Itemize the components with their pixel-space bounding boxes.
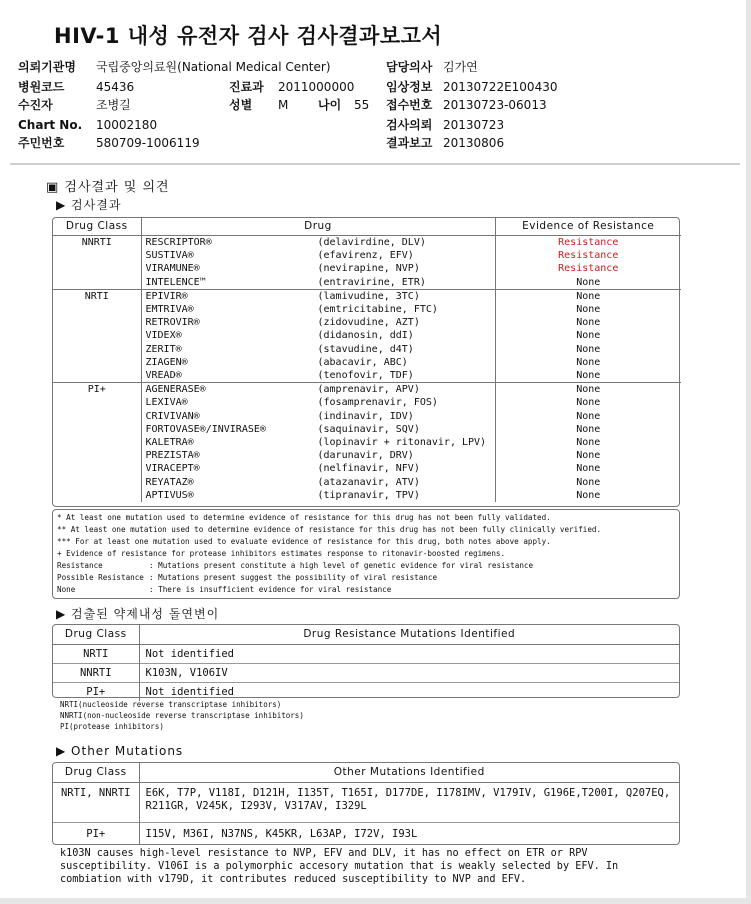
drug-row [53,343,681,356]
evidence-cell: None [576,370,601,382]
mutation-cell: Not identified [139,645,679,664]
doctor-label: 담당의사 [386,60,433,74]
drug-brand-name: EMTRIVA® [145,304,194,316]
note-line: * At least one mutation used to determine evidence of resistance for this drug has not been fully validated. [57,513,551,522]
col-header-drug: Drug [141,218,495,236]
mutation-cell: K103N, V106IV [139,664,679,683]
drug-generic-name: (darunavir, DRV) [317,450,414,462]
drug-row [53,329,681,342]
report-date-label: 결과보고 [386,136,433,150]
evidence-cell: None [576,317,601,329]
drug-cell [141,423,495,436]
notes-box [52,509,680,599]
drug-cell [141,436,495,449]
definition-term: None [57,585,76,594]
drug-generic-name: (delavirdine, DLV) [317,237,426,248]
drug-generic-name: (amprenavir, APV) [317,384,420,396]
drug-cell [141,289,495,303]
abbreviation-line: NRTI(nucleoside reverse transcriptase inhibitors) [60,700,282,709]
institution-label: 의뢰기관명 [18,60,76,74]
sex-value: M [278,98,289,112]
drug-cell [141,476,495,489]
chart-label: Chart No. [18,118,83,132]
evidence-cell: None [576,463,601,475]
drug-class-cell [53,369,141,383]
drug-generic-name: (lamivudine, 3TC) [317,290,420,302]
drug-row [53,316,681,329]
drug-class-cell [53,476,141,489]
drug-cell [141,462,495,475]
drug-brand-name: ZIAGEN® [145,356,188,368]
drug-row [53,289,681,303]
evidence-cell: None [576,450,601,462]
evidence-cell: None [495,383,681,397]
drug-class-cell: PI+ [53,383,141,397]
drug-row [53,436,681,449]
evidence-cell: Resistance [558,237,619,248]
mutation-cell: I15V, M36I, N37NS, K45KR, L63AP, I72V, I93L [139,823,679,846]
col-header-drug-class: Drug Class [53,763,139,783]
drug-class-cell [53,249,141,262]
drug-brand-name: RESCRIPTOR® [145,237,212,248]
drug-class-cell: NNRTI [53,664,139,683]
drug-class-cell [53,303,141,316]
drug-generic-name: (abacavir, ABC) [317,356,408,368]
receipt-label: 접수번호 [386,98,433,112]
drug-brand-name: ZERIT® [145,343,182,355]
patient-label: 수진자 [18,98,53,112]
drug-generic-name: (zidovudine, AZT) [317,317,420,329]
drug-row [53,410,681,423]
doctor-value: 김가연 [443,60,478,74]
col-header-evidence: Evidence of Resistance [495,218,681,236]
drug-row [53,423,681,436]
drug-cell [141,410,495,423]
other-mutations-table [52,762,680,845]
definition-text: : There is insufficient evidence for viral resistance [149,585,392,594]
drug-brand-name: FORTOVASE®/INVIRASE® [145,423,266,435]
drug-row [53,236,681,250]
drug-generic-name: (tipranavir, TPV) [317,489,420,501]
drug-generic-name: (lopinavir + ritonavir, LPV) [317,437,487,449]
drug-cell [141,276,495,290]
drug-row [53,276,681,290]
evidence-cell: None [576,489,601,501]
drug-cell [141,489,495,502]
drug-cell [141,396,495,409]
clinical-label: 임상정보 [386,80,433,94]
table-row [53,823,679,846]
drug-generic-name: (tenofovir, TDF) [317,370,414,382]
drug-cell [141,236,495,250]
drug-class-cell [53,436,141,449]
dept-value: 2011000000 [278,80,355,94]
drug-class-cell [53,356,141,369]
table-row [53,664,679,683]
definition-line [57,572,675,584]
evidence-cell: None [576,276,601,288]
evidence-cell: Resistance [558,250,619,262]
drug-brand-name: CRIVIVAN® [145,410,200,422]
table-row [53,783,679,823]
ssn-label: 주민번호 [18,136,65,150]
drug-row [53,356,681,369]
drug-brand-name: VIDEX® [145,330,182,342]
drug-generic-name: (saquinavir, SQV) [317,423,420,435]
drug-cell [141,329,495,342]
evidence-cell: Resistance [558,263,619,275]
drug-class-cell: NRTI [53,289,141,303]
drug-brand-name: SUSTIVA® [145,250,194,262]
col-header-drug-class: Drug Class [53,218,141,236]
drug-class-cell [53,396,141,409]
drug-brand-name: PREZISTA® [145,450,200,462]
drug-brand-name: RETROVIR® [145,317,200,329]
mutations-title: ▶ 검출된 약제내성 돌연변이 [56,607,220,621]
drug-class-cell [53,343,141,356]
drug-row [53,303,681,316]
interpretation-text: k103N causes high-level resistance to NVP, EFV and DLV, it has no effect on ETR or RPV susceptibility. V106I is a polymorphic accesory mutation that is weakly selected by EFV. In combiation with v179D, it contributes reduced susceptibility to NVP and EFV. [60,848,619,885]
hospital-code-label: 병원코드 [18,80,65,94]
drug-class-cell: NRTI [53,645,139,664]
drug-class-cell: NRTI, NNRTI [53,783,139,823]
drug-cell [141,383,495,397]
drug-brand-name: VIRACEPT® [145,463,200,475]
definition-term: Possible Resistance [57,573,144,582]
abbreviations [60,699,304,732]
drug-class-cell: NNRTI [53,236,141,250]
page-edge [0,898,751,904]
col-header-other-mutations: Other Mutations Identified [139,763,679,783]
drug-row [53,476,681,489]
definition-line [57,584,675,596]
mutation-cell: E6K, T7P, V118I, D121H, I135T, T165I, D177DE, I178IMV, V179IV, G196E,T200I, Q207EQ, R211GR, V245K, I293V, V317AV, I329L [145,787,671,812]
table-row [53,645,679,664]
drug-brand-name: VREAD® [145,370,182,382]
drug-class-cell: PI+ [53,683,139,702]
drug-class-cell [53,449,141,462]
drug-cell [141,356,495,369]
drug-cell [141,316,495,329]
drug-generic-name: (nelfinavir, NFV) [317,463,420,475]
drug-row [53,249,681,262]
evidence-cell: None [576,343,601,355]
drug-cell [141,262,495,275]
drug-row [53,383,681,397]
drug-class-cell [53,489,141,502]
results-title: ▶ 검사결과 [56,198,122,212]
drug-class-cell: PI+ [53,823,139,846]
drug-class-cell [53,276,141,290]
drug-class-cell [53,462,141,475]
drug-generic-name: (nevirapine, NVP) [317,263,420,275]
drug-brand-name: AGENERASE® [145,384,206,396]
note-line: ** At least one mutation used to determine evidence of resistance for this drug has not been fully clinically verified. [57,525,602,534]
request-label: 검사의뢰 [386,118,433,132]
abbreviation-line: PI(protease inhibitors) [60,722,164,731]
drug-generic-name: (stavudine, d4T) [317,343,414,355]
report-date-value: 20130806 [443,136,505,150]
evidence-cell: None [576,397,601,409]
drug-brand-name: EPIVIR® [145,290,188,302]
header-divider [10,163,740,165]
drug-generic-name: (entravirine, ETR) [317,276,426,288]
mutation-table [52,624,680,698]
age-value: 55 [354,98,370,112]
hospital-code-value: 45436 [96,80,135,94]
page-edge [746,0,751,904]
drug-brand-name: INTELENCE™ [145,276,206,288]
definition-term: Resistance [57,561,103,570]
ssn-value: 580709-1006119 [96,136,200,150]
patient-value: 조병길 [96,98,131,112]
drug-cell [141,303,495,316]
evidence-cell: None [576,437,601,449]
drug-cell [141,369,495,383]
drug-cell [141,249,495,262]
institution-value: 국립중앙의료원(National Medical Center) [96,60,331,74]
report-title: HIV-1 내성 유전자 검사 검사결과보고서 [54,24,443,48]
evidence-cell: None [576,330,601,342]
drug-generic-name: (emtricitabine, FTC) [317,304,438,316]
drug-row [53,462,681,475]
drug-brand-name: REYATAZ® [145,476,194,488]
drug-class-cell [53,262,141,275]
mutation-cell: Not identified [139,683,679,702]
chart-value: 10002180 [96,118,158,132]
drug-brand-name: VIRAMUNE® [145,263,200,275]
request-value: 20130723 [443,118,505,132]
evidence-cell: None [576,476,601,488]
drug-row [53,396,681,409]
drug-class-cell [53,316,141,329]
drug-generic-name: (indinavir, IDV) [317,410,414,422]
section-title: ▣ 검사결과 및 의견 [46,180,170,195]
drug-brand-name: APTIVUS® [145,489,194,501]
definition-text: : Mutations present suggest the possibility of viral resistance [149,573,438,582]
drug-generic-name: (fosamprenavir, FOS) [317,397,438,409]
evidence-cell: None [495,289,681,303]
evidence-cell: None [576,304,601,316]
drug-generic-name: (efavirenz, EFV) [317,250,414,262]
drug-class-cell [53,329,141,342]
dept-label: 진료과 [229,80,264,94]
drug-cell [141,343,495,356]
col-header-drug-class: Drug Class [53,625,139,645]
drug-cell [141,449,495,462]
note-line: + Evidence of resistance for protease inhibitors estimates response to ritonavir-boosted regimens. [57,549,506,558]
drug-row [53,449,681,462]
drug-generic-name: (didanosin, ddI) [317,330,414,342]
drug-row [53,262,681,275]
other-mutations-title: ▶ Other Mutations [56,744,184,758]
drug-row [53,489,681,502]
clinical-value: 20130722E100430 [443,80,558,94]
drug-brand-name: KALETRA® [145,437,194,449]
drug-class-cell [53,410,141,423]
drug-brand-name: LEXIVA® [145,397,188,409]
evidence-cell: None [576,423,601,435]
drug-resistance-table [52,217,680,507]
definition-text: : Mutations present constitute a high level of genetic evidence for viral resistance [149,561,534,570]
drug-generic-name: (atazanavir, ATV) [317,476,420,488]
drug-row [53,369,681,383]
evidence-cell: None [576,356,601,368]
definition-line [57,560,675,572]
receipt-value: 20130723-06013 [443,98,547,112]
sex-label: 성별 [229,98,253,112]
col-header-mutations: Drug Resistance Mutations Identified [139,625,679,645]
age-label: 나이 [318,98,342,112]
drug-class-cell [53,423,141,436]
abbreviation-line: NNRTI(non-nucleoside reverse transcriptase inhibitors) [60,711,304,720]
note-line: *** For at least one mutation used to evaluate evidence of resistance for this drug, both notes above apply. [57,537,551,546]
evidence-cell: None [576,410,601,422]
